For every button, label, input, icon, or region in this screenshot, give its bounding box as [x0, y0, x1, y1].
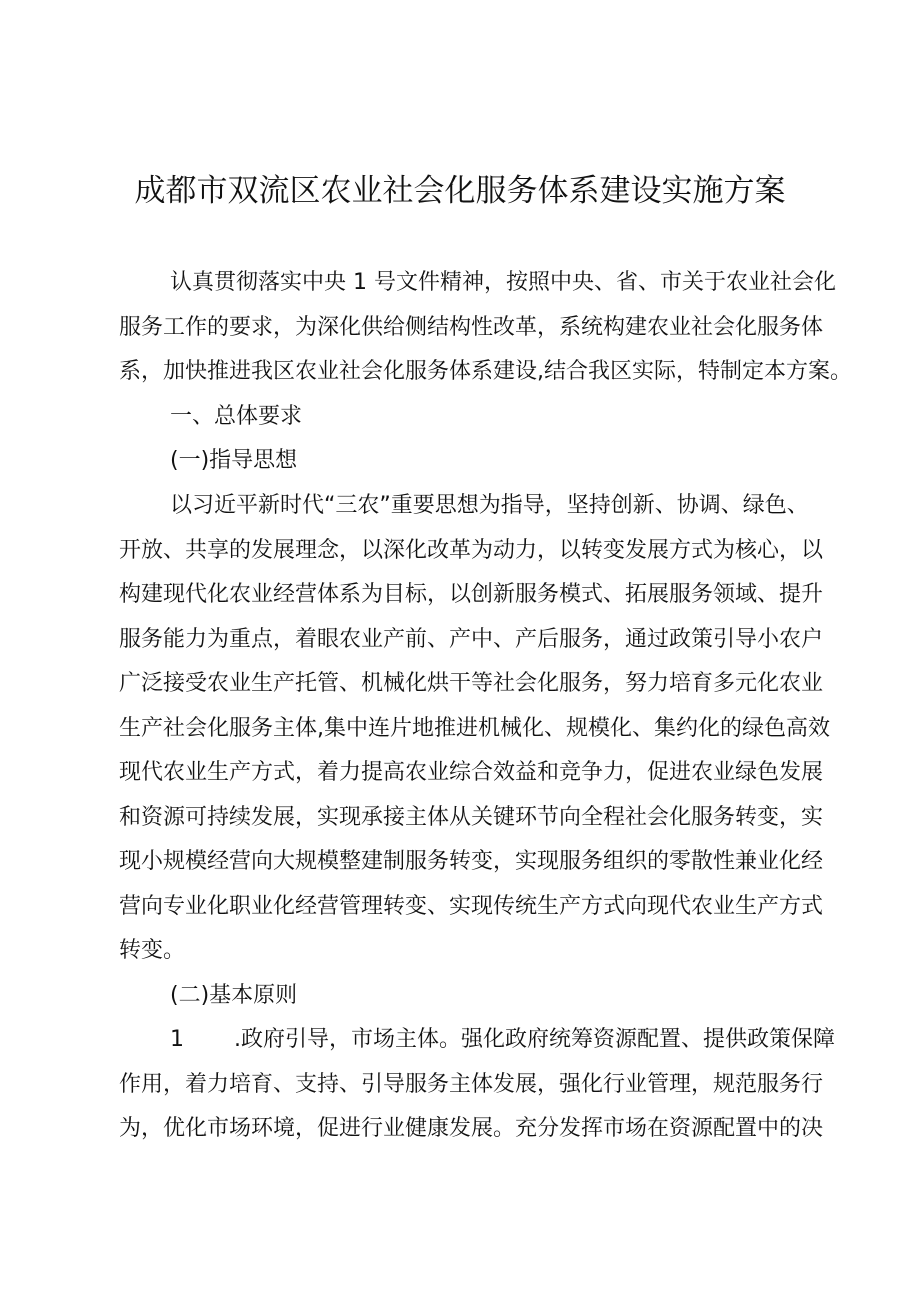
subsection-heading: (一)指导思想 [170, 448, 298, 473]
paragraph-line: 转变。 [119, 938, 186, 963]
paragraph-line: 认真贯彻落实中央 1 号文件精神，按照中央、省、市关于农业社会化 [170, 270, 836, 295]
paragraph-line: 服务能力为重点，着眼农业产前、产中、产后服务，通过政策引导小农户 [119, 627, 824, 652]
document-title: 成都市双流区农业社会化服务体系建设实施方案 [134, 173, 786, 209]
section-heading: 一、总体要求 [170, 404, 303, 429]
paragraph-line: 以习近平新时代“三农”重要思想为指导，坚持创新、协调、绿色、 [170, 493, 809, 518]
paragraph-line: 和资源可持续发展，实现承接主体从关键环节向全程社会化服务转变，实 [119, 805, 824, 830]
paragraph-line: 为，优化市场环境，促进行业健康发展。充分发挥市场在资源配置中的决 [119, 1116, 824, 1141]
item-text: .政府引导，市场主体。强化政府统筹资源配置、提供政策保障 [234, 1027, 835, 1052]
list-item-line [170, 1025, 870, 1055]
paragraph-line: 作用，着力培育、支持、引导服务主体发展，强化行业管理，规范服务行 [119, 1072, 824, 1097]
paragraph-line: 广泛接受农业生产托管、机械化烘干等社会化服务，努力培育多元化农业 [119, 671, 824, 696]
paragraph-line: 服务工作的要求，为深化供给侧结构性改革，系统构建农业社会化服务体 [119, 315, 824, 340]
paragraph-line: 营向专业化职业化经营管理转变、实现传统生产方式向现代农业生产方式 [119, 894, 824, 919]
paragraph-line: 系，加快推进我区农业社会化服务体系建设,结合我区实际，特制定本方案。 [119, 359, 852, 384]
subsection-heading: (二)基本原则 [170, 983, 298, 1008]
paragraph-line: 开放、共享的发展理念，以深化改革为动力，以转变发展方式为核心，以 [119, 538, 824, 563]
item-number: 1 [170, 1027, 184, 1052]
paragraph-line: 生产社会化服务主体,集中连片地推进机械化、规模化、集约化的绿色高效 [119, 716, 830, 741]
paragraph-line: 现代农业生产方式，着力提高农业综合效益和竞争力，促进农业绿色发展 [119, 760, 824, 785]
paragraph-line: 构建现代化农业经营体系为目标，以创新服务模式、拓展服务领域、提升 [119, 582, 824, 607]
paragraph-line: 现小规模经营向大规模整建制服务转变，实现服务组织的零散性兼业化经 [119, 849, 824, 874]
